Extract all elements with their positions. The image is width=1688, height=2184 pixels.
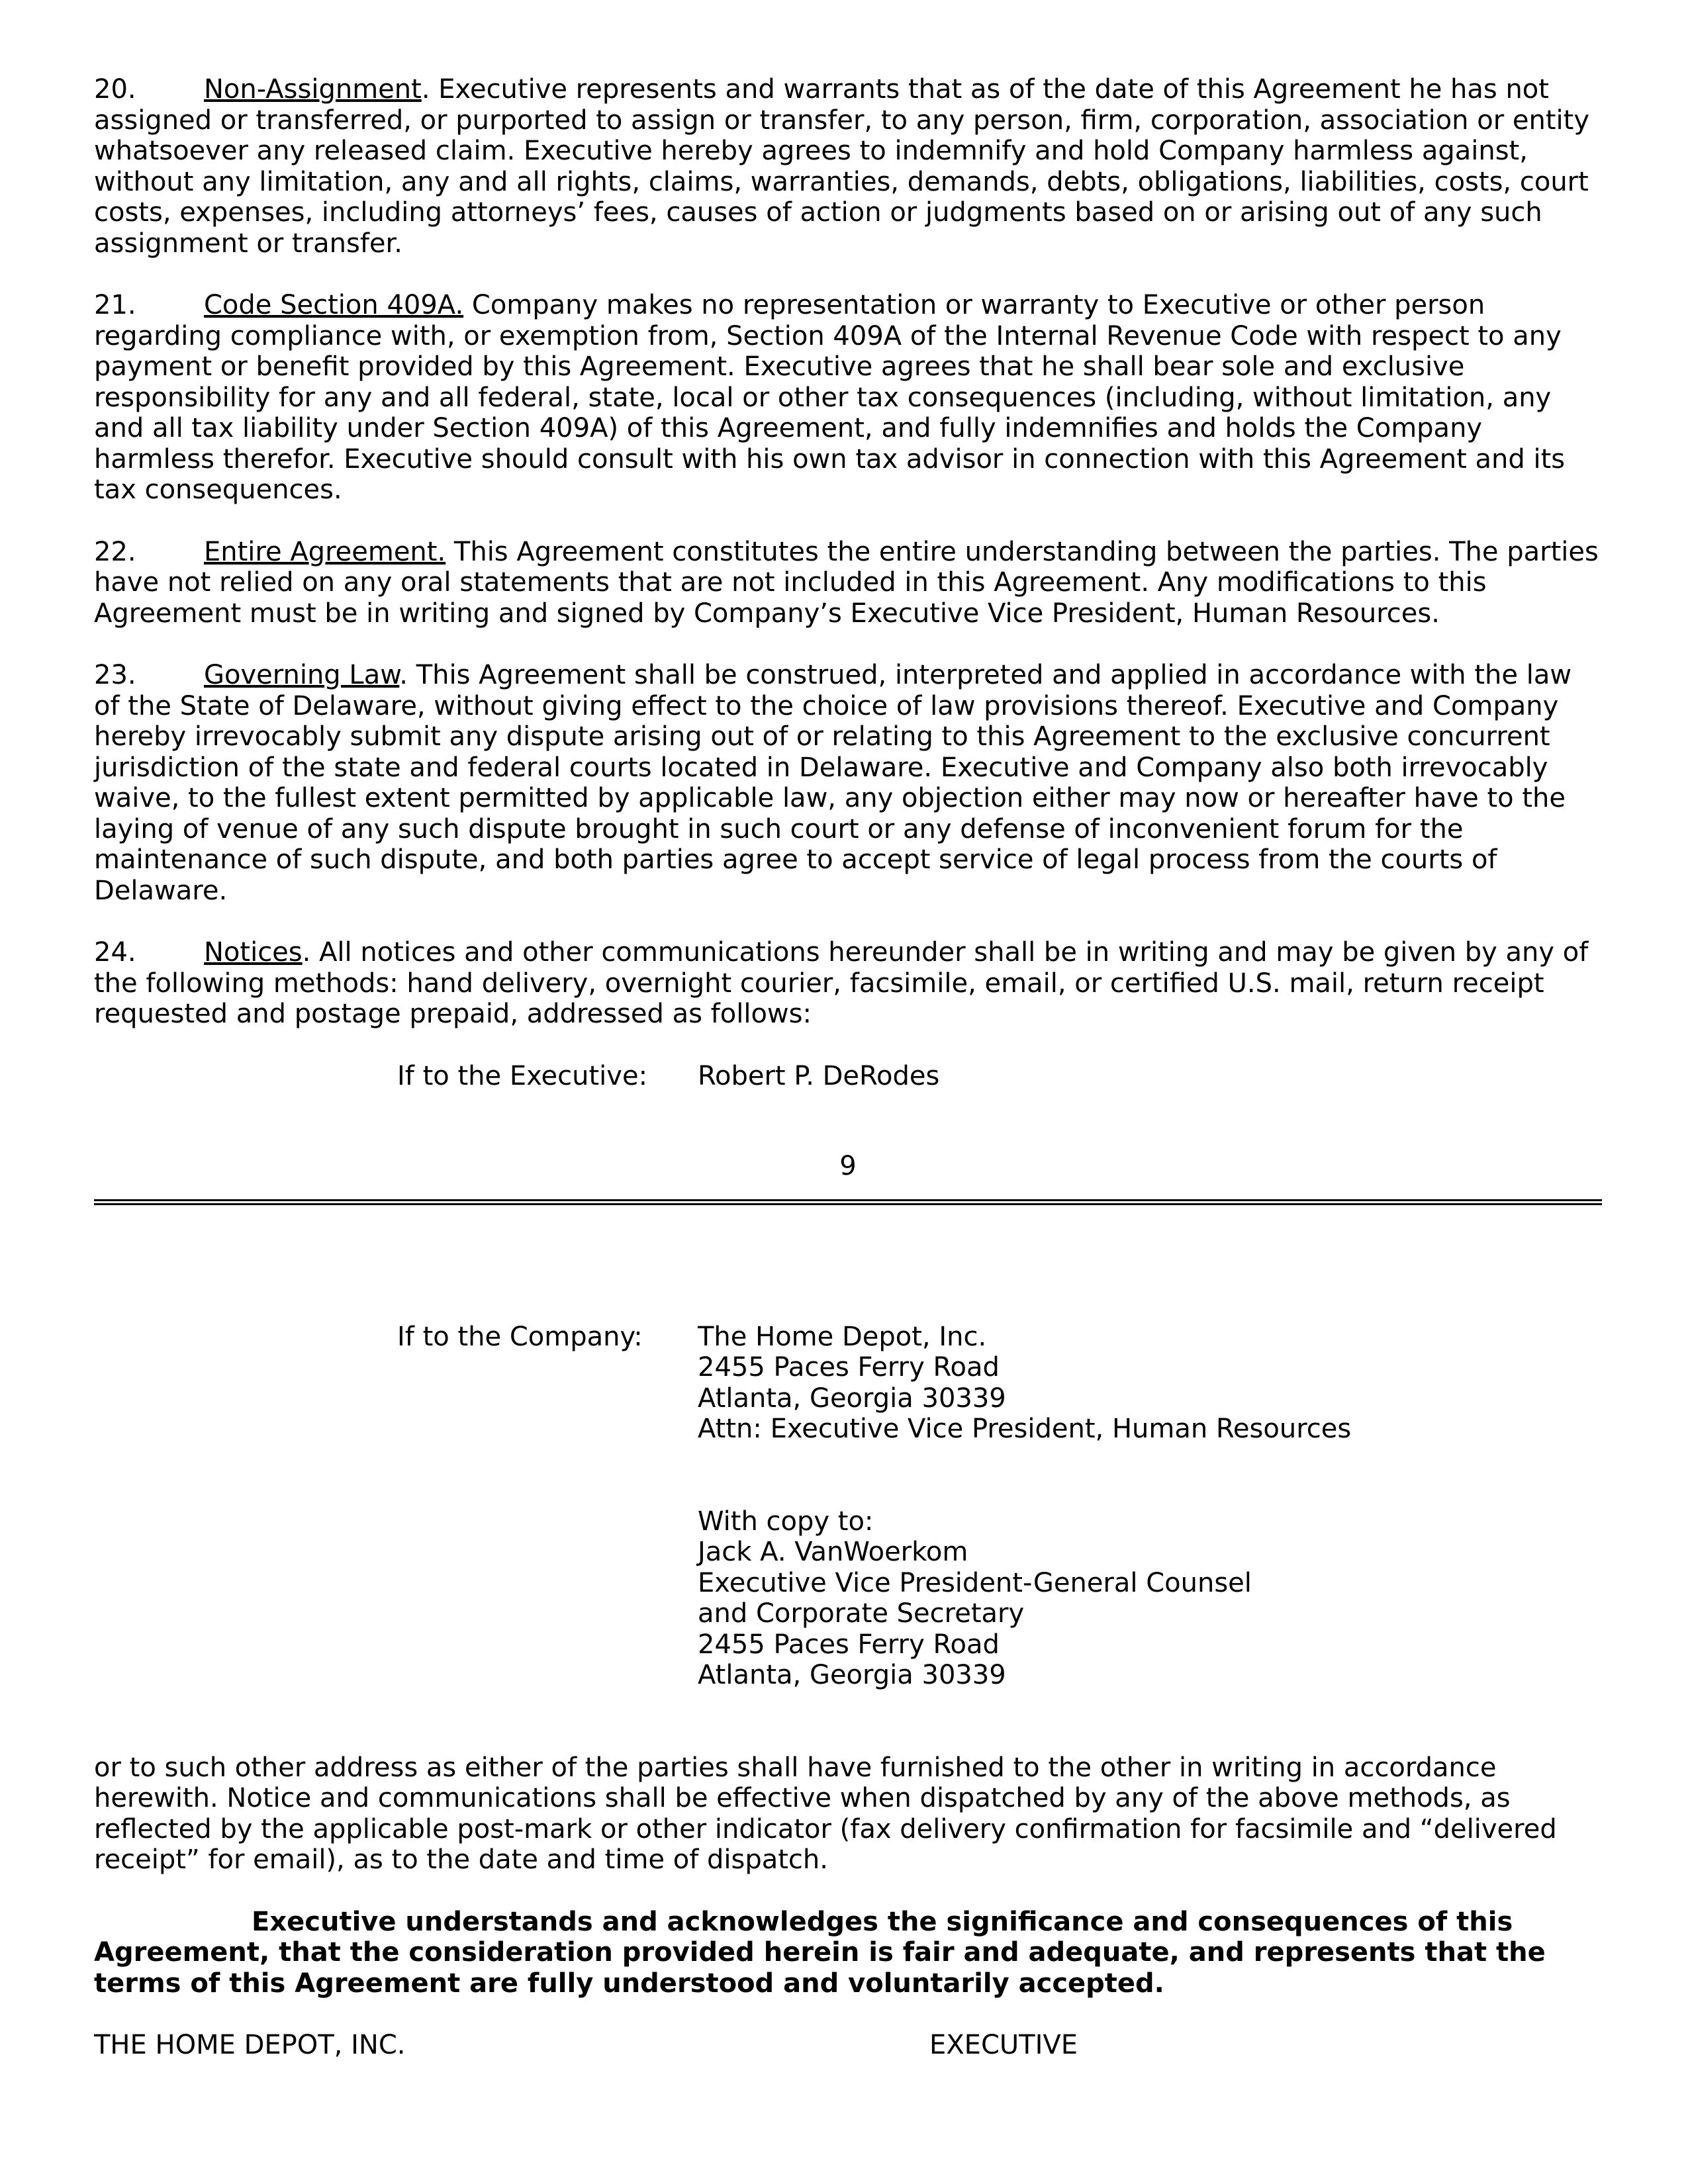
copy-to-block — [698, 1506, 1602, 1691]
executive-address — [94, 1061, 1602, 1092]
address-line: The Home Depot, Inc. — [698, 1321, 987, 1352]
section-heading: Code Section 409A. — [204, 290, 464, 320]
copy-to-line: Executive Vice President-General Counsel — [698, 1567, 1252, 1598]
section-20 — [94, 74, 1602, 259]
section-number: 24. — [94, 937, 136, 968]
company-address — [94, 1322, 1602, 1445]
executive-address-label: If to the Executive: — [397, 1060, 648, 1091]
executive-signature-label: EXECUTIVE — [929, 2030, 1078, 2060]
copy-to-line: With copy to: — [698, 1506, 874, 1537]
address-line: Atlanta, Georgia 30339 — [698, 1383, 1006, 1414]
section-21 — [94, 290, 1602, 506]
section-number: 20. — [94, 74, 136, 105]
section-heading: Non-Assignment — [204, 74, 422, 105]
company-address-lines — [698, 1322, 1351, 1445]
section-heading: Notices — [204, 937, 303, 968]
company-signature-label: THE HOME DEPOT, INC. — [94, 2030, 406, 2060]
signature-row — [94, 2030, 1602, 2061]
section-body: Company makes no representation or warranty to Executive or other person regarding compliance with, or exemption from, Section 409A of the Internal Revenue Code with respect to any payment or benefit provided by this Agreement. Executive agrees that he shall bear sole and exclusive responsibility for any and all federal, state, local or other tax consequences (including, without limitation, any and all tax liability under Section 409A) of this Agreement, and fully indemnifies and holds the Company harmless therefor. Executive should consult with his own tax advisor in connection with this Agreement and its tax consequences. — [94, 290, 1566, 505]
document-page — [94, 74, 1602, 2061]
copy-to-line: and Corporate Secretary — [698, 1598, 1025, 1629]
page-number: 9 — [839, 1151, 857, 1181]
closing-paragraph: or to such other address as either of the parties shall have furnished to the other in writing in accordance herewith. Notice and communications shall be effective when dispatched by any of the above methods, as reflected by the applicable post-mark or other indicator (fax delivery confirmation for facsimile and “delivered receipt” for email), as to the date and time of dispatch. — [94, 1752, 1557, 1875]
section-heading: Entire Agreement. — [204, 536, 446, 567]
executive-name: Robert P. DeRodes — [698, 1060, 940, 1091]
section-number: 21. — [94, 290, 136, 320]
page-break-rule — [94, 1199, 1602, 1205]
copy-to-line: Jack A. VanWoerkom — [698, 1537, 968, 1567]
section-body: . Executive represents and warrants that as of the date of this Agreement he has not assigned or transferred, or purported to assign or transfer, to any person, firm, corporation, association or entity whatsoever any released claim. Executive hereby agrees to indemnify and hold Company harmless against, without any limitation, any and all rights, claims, warranties, demands, debts, obligations, liabilities, costs, court costs, expenses, including attorneys’ fees, causes of action or judgments based on or arising out of any such assignment or transfer. — [94, 74, 1589, 259]
section-number: 22. — [94, 536, 136, 567]
address-line: Attn: Executive Vice President, Human Resources — [698, 1414, 1352, 1444]
copy-to-line: Atlanta, Georgia 30339 — [698, 1660, 1006, 1690]
section-24 — [94, 937, 1602, 1030]
acknowledgement-text: Executive understands and acknowledges the significance and consequences of this Agreement, that the consideration provided herein is fair and adequate, and represents that the terms of this Agreement are fully understood and voluntarily accepted. — [94, 1906, 1546, 1999]
acknowledgement-paragraph — [94, 1907, 1602, 1999]
section-23 — [94, 660, 1602, 906]
section-heading: Governing Law — [204, 660, 400, 690]
company-address-label: If to the Company: — [397, 1321, 643, 1352]
copy-to-line: 2455 Paces Ferry Road — [698, 1629, 1000, 1660]
section-body: This Agreement constitutes the entire understanding between the parties. The parties have not relied on any oral statements that are not included in this Agreement. Any modifications to this Agreement must be in writing and signed by Company’s Executive Vice President, Human Resources. — [94, 536, 1599, 629]
section-body: . All notices and other communications hereunder shall be in writing and may be given by any of the following methods: hand delivery, overnight courier, facsimile, email, or certified U.S. mail, return receipt requested and postage prepaid, addressed as follows: — [94, 937, 1589, 1029]
section-body: . This Agreement shall be construed, interpreted and applied in accordance with the law of the State of Delaware, without giving effect to the choice of law provisions thereof. Executive and Company hereby irrevocably submit any dispute arising out of or relating to this Agreement to the exclusive concurrent jurisdiction of the state and federal courts located in Delaware. Executive and Company also both irrevocably waive, to the fullest extent permitted by applicable law, any objection either may now or hereafter have to the laying of venue of any such dispute brought in such court or any defense of inconvenient forum for the maintenance of such dispute, and both parties agree to accept service of legal process from the courts of Delaware. — [94, 660, 1572, 906]
address-line: 2455 Paces Ferry Road — [698, 1352, 1000, 1383]
section-22 — [94, 537, 1602, 629]
section-number: 23. — [94, 660, 136, 690]
